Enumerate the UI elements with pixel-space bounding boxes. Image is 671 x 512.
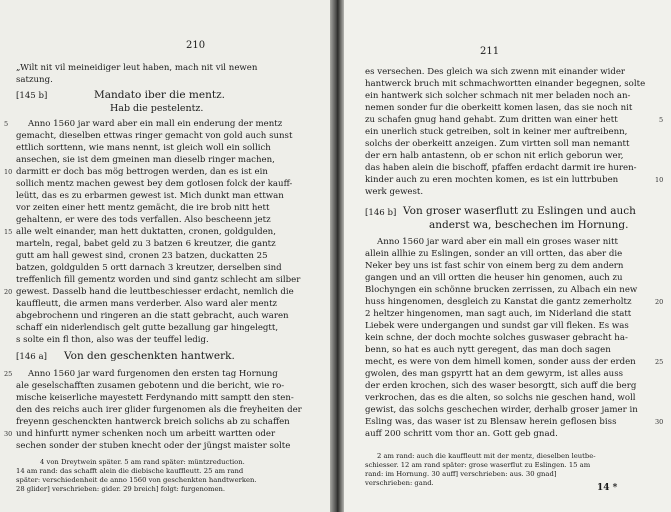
text-line: darmitt er doch bas mög bettrogen werden, dan es ist ein (16, 167, 268, 177)
text-line: nemen sonder fur die oberkeitt komen lasen, das sie noch nit (365, 103, 633, 113)
text-line: es versechen. Des gleich wa sich zwenn mit einander wider (365, 67, 626, 77)
text-line: Esling was, das waser ist zu Blensaw herein geflosen biss (365, 417, 617, 427)
text-line: satzung. (16, 75, 53, 85)
text-line: ansechen, sie ist dem gmeinen man dieselb ringer machen, (16, 155, 275, 165)
line-number: 25 (655, 358, 664, 366)
text-line: solchs der oberkeitt anzeigen. Zum virtten soll man nemantt (365, 139, 630, 149)
section-heading: anderst wa, beschechen im Hornung. (429, 219, 629, 231)
text-line: alle welt einander, man hett duktatten, cronen, goldgulden, (16, 227, 276, 237)
text-line: abgebrochenn und ringeren an die statt gebracht, auch waren (16, 311, 289, 321)
section-tag: [146 a] (16, 352, 47, 362)
text-line: das haben alein die bischoff, pfaffen erdacht darmit ire huren- (365, 163, 637, 173)
text-line: gwolen, des man gspyrtt hat an dem gewyrm, ist alles auss (365, 369, 624, 379)
text-line: Liebek were undergangen und sundst gar vill fleken. Es was (365, 321, 629, 331)
text-line: treffenlich fill gementz worden und sind gantz schlecht am silber (16, 275, 301, 285)
section-heading: Von groser waserflutt zu Eslingen und auch (403, 205, 636, 217)
text-line: ale geselschafften zusamen gebotenn und die bericht, wie ro- (16, 381, 285, 391)
section-heading: Mandato iber die mentz. (94, 89, 225, 101)
text-line: gewest. Dasselb hand die leuttbeschiesser erdacht, nemlich die (16, 287, 294, 297)
line-number: 20 (655, 298, 664, 306)
text-line: s solte ein fl thon, also was der teuffel ledig. (16, 335, 209, 345)
text-line: gutt am hall gewest sind, cronen 23 batzen, duckatten 25 (16, 251, 268, 261)
text-line: und hinfurtt nymer schenken noch um arbeitt wartten oder (16, 429, 276, 439)
line-number: 25 (4, 370, 13, 378)
text-line: Anno 1560 jar ward aber ein mall ein groses waser nitt (377, 237, 618, 247)
footnote-line: 14 am rand: das schafft alein die diebische kauffleutt. 25 am rand (16, 467, 244, 475)
text-line: ein unerlich stuck getreiben, solt in keiner mer auftreibenn, (365, 127, 628, 137)
line-number: 30 (4, 430, 13, 438)
text-line: batzen, goldgulden 5 ortt darnach 3 kreutzer, derselben sind (16, 263, 282, 273)
text-line: leütt, das es zu erbarmen gewest ist. Mich dunkt man ettwan (16, 191, 284, 201)
book-gutter (330, 0, 344, 512)
text-line: ettlich sorttenn, wie mans nennt, ist gleich woll ein sollich (16, 143, 271, 153)
text-line: gewist, das solchs geschechen wirder, derhalb groser jamer in (365, 405, 638, 415)
line-number: 10 (4, 168, 13, 176)
page-number: 210 (186, 40, 206, 51)
text-line: kein schne, der doch mochte solches guswaser gebracht ha- (365, 333, 628, 343)
text-line: gangen und an vill ortten die heuser hin genomen, auch zu (365, 273, 623, 283)
signature-mark: 14 * (597, 483, 618, 493)
text-line: der erden krochen, sich des waser besorgtt, sich auff die berg (365, 381, 637, 391)
text-line: Blochyngen ein schönne brucken zerrissen, zu Albach ein new (365, 285, 638, 295)
text-line: Anno 1560 jar ward aber ein mall ein enderung der mentz (28, 119, 283, 129)
text-line: 2 heltzer hingenomen, man sagt auch, im Niderland die statt (365, 309, 632, 319)
footnote-line: schiesser. 12 am rand später: grose waserflut zu Eslingen. 15 am (365, 461, 591, 469)
text-line: vor zeiten einer hett mentz gemächt, die ire brob nitt hett (16, 203, 270, 213)
text-line: mecht, es were von dem himell komen, sonder auss der erden (365, 357, 636, 367)
footnote-line: 28 glider] verschrieben: gider. 29 breich] folgt: furgenomen. (16, 485, 226, 493)
line-number: 20 (4, 288, 13, 296)
footnote-line: 4 von Dreytwein später. 5 am rand später: müntzreduction. (40, 458, 245, 466)
text-line: ein hantwerk sich solcher schmach nit mer beladen noch an- (365, 91, 631, 101)
text-line: schaff ein niderlendisch gelt gutte bezallung gar hingelegtt, (16, 323, 279, 333)
text-line: sollich mentz machen gewest bey dem gotlosen folck der kauff- (16, 179, 293, 189)
text-line: sechen sonder der stuben knecht oder der jüngst maister solte (16, 441, 291, 451)
text-line: auff 200 schritt vom thor an. Gott geb gnad. (365, 429, 558, 439)
text-line: huss hingenomen, desgleich zu Kanstat die gantz zemerholtz (365, 297, 632, 307)
text-line: hantwerck bruch mit schmachwortten einander begegnen, solte (365, 79, 646, 89)
footnote-line: rand: im Hornung. 30 auff] verschrieben: aus. 30 gnad] (365, 470, 557, 478)
text-line: freyenn geschenckten hantwerck breich solichs ab zu schaffen (16, 417, 290, 427)
text-line: der ern halb antastenn, ob er schon nit erlich geborun wer, (365, 151, 624, 161)
text-line: marteln, regal, babet geld zu 3 batzen 6 kreutzer, die gantz (16, 239, 276, 249)
section-heading: Von den geschenkten hantwerk. (64, 350, 235, 362)
line-number: 5 (659, 116, 664, 124)
text-line: Anno 1560 jar ward furgenomen den ersten tag Hornung (28, 369, 278, 379)
text-line: benn, so hat es auch nytt geregent, das man doch sagen (365, 345, 611, 355)
line-number: 10 (655, 176, 664, 184)
line-number: 15 (4, 228, 13, 236)
text-line: mische keiserliche mayestett Ferdynando mitt samptt den sten- (16, 393, 294, 403)
text-line: kauffleutt, die armen mans verderber. Also ward aler mentz (16, 299, 278, 309)
footnote-line: später: verschiedenheit de anno 1560 von geschenkten handtwerken. (16, 476, 257, 484)
text-line: Neker bey uns ist fast schir von einem berg zu dem andern (365, 261, 624, 271)
text-line: verkrochen, das es die alten, so solchs nie geschen hand, woll (365, 393, 636, 403)
line-number: 5 (4, 120, 9, 128)
text-line: den des reichs auch irer glider furgenomen als die freyheiten der (16, 405, 302, 415)
section-subheading: Hab die pestelentz. (110, 103, 204, 114)
text-line: werk gewest. (365, 187, 424, 197)
line-number: 30 (655, 418, 664, 426)
section-tag: [146 b] (365, 208, 397, 218)
text-line: gemacht, dieselben ettwas ringer gemacht von gold auch sunst (16, 131, 293, 141)
text-line: „Wilt nit vil meineidiger leut haben, mach nit vil newen (16, 63, 258, 73)
footnote-line: 2 am rand: auch die kauffleutt mit der mentz, dieselben leutbe- (377, 452, 596, 460)
page-number: 211 (480, 46, 500, 57)
right-page (337, 0, 671, 512)
text-line: gehaltenn, er were des tods verfallen. Also bescheenn jetz (16, 215, 271, 225)
text-line: zu schafen gnug hand gehabt. Zum dritten wan einer hett (365, 115, 618, 125)
text-line: kinder auch zu eren mochten komen, es ist ein luttrbuben (365, 175, 619, 185)
footnote-line: verschrieben: gand. (365, 479, 434, 487)
section-tag: [145 b] (16, 91, 48, 101)
text-line: allein allhie zu Eslingen, sonder an vill ortten, das aber die (365, 249, 623, 259)
